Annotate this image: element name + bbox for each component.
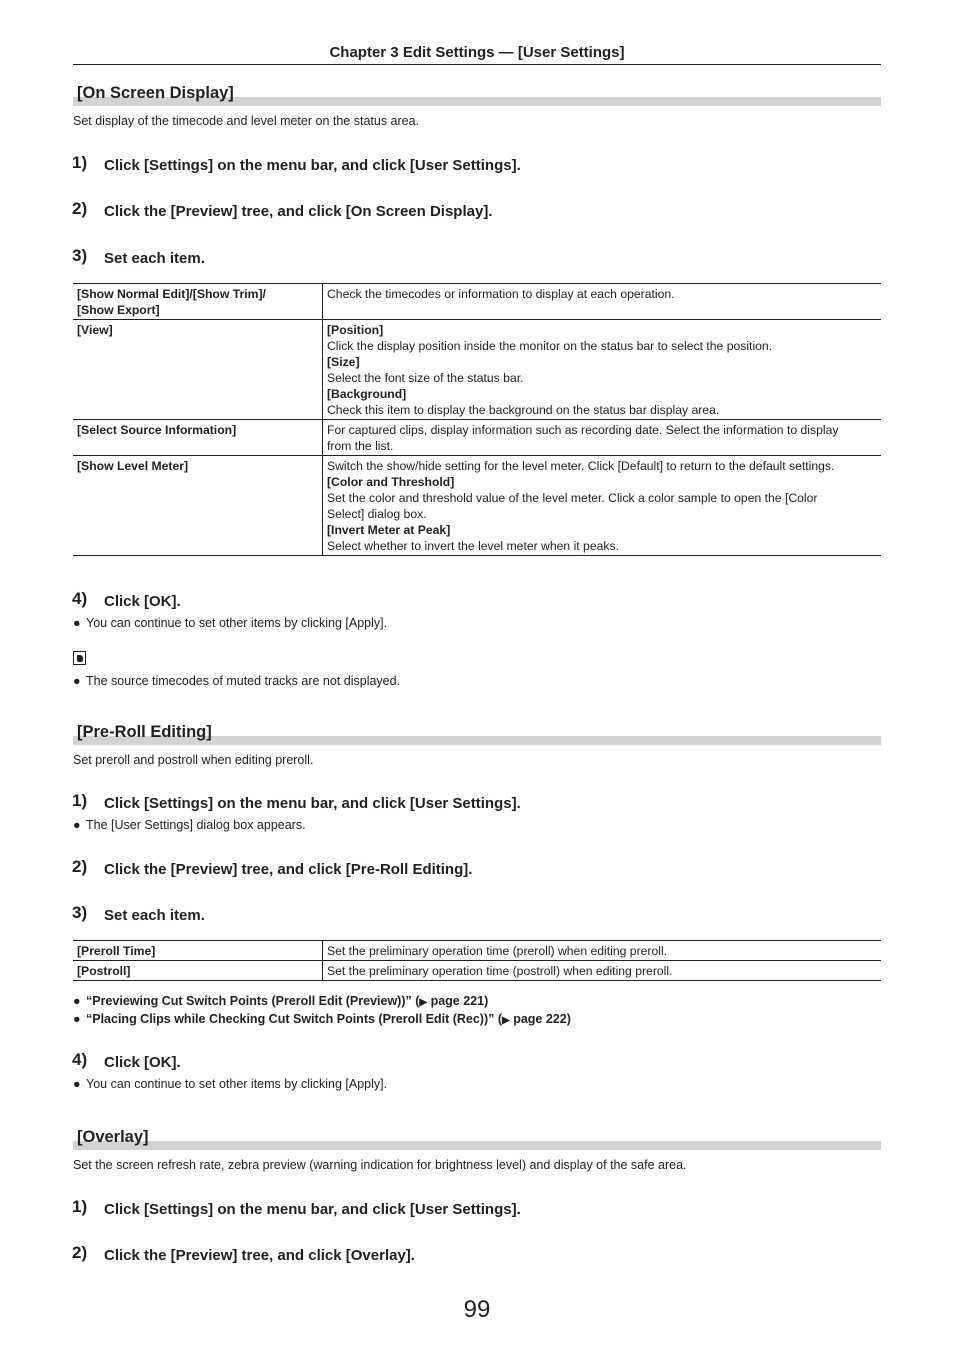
section-title-overlay: [Overlay] xyxy=(77,1128,149,1146)
step-text: Click the [Preview] tree, and click [On Screen Display]. xyxy=(104,203,493,220)
desc-text: Select whether to invert the level meter when it peaks. xyxy=(327,539,619,553)
step-text: Set each item. xyxy=(104,907,205,924)
step-number: 2) xyxy=(72,1243,88,1262)
step-text: Set each item. xyxy=(104,250,205,267)
bullet-text: You can continue to set other items by clicking [Apply]. xyxy=(86,616,388,630)
desc-text: Set the color and threshold value of the level meter. Click a color sample to open the [Color xyxy=(327,491,818,505)
item-label: [Show Level Meter] xyxy=(77,459,189,473)
bullet-icon: ● xyxy=(73,994,81,1008)
item-label: [Show Normal Edit]/[Show Trim]/ xyxy=(77,287,266,301)
item-label: [Show Export] xyxy=(77,303,160,317)
bullet-text: You can continue to set other items by clicking [Apply]. xyxy=(86,1077,388,1091)
note-item xyxy=(73,674,400,688)
bullet-item xyxy=(73,1077,387,1091)
table-cell-item: [Preroll Time] xyxy=(73,941,323,961)
step-number: 2) xyxy=(72,857,88,876)
sub-label: [Size] xyxy=(327,355,360,369)
table-row xyxy=(73,420,881,456)
section-description: Set preroll and postroll when editing preroll. xyxy=(73,753,314,767)
step-number: 3) xyxy=(72,903,88,922)
table-cell-item xyxy=(73,320,323,420)
table-cell-item xyxy=(73,420,323,456)
sub-label: [Position] xyxy=(327,323,384,337)
step-text: Click [Settings] on the menu bar, and click [User Settings]. xyxy=(104,1201,521,1218)
table-row xyxy=(73,941,881,961)
step-text: Click the [Preview] tree, and click [Overlay]. xyxy=(104,1247,415,1264)
item-label: [Select Source Information] xyxy=(77,423,237,437)
reference-text: “Previewing Cut Switch Points (Preroll Edit (Preview))” ( xyxy=(86,994,420,1008)
bullet-icon: ● xyxy=(73,674,81,688)
section-title-on-screen-display: [On Screen Display] xyxy=(77,84,234,102)
bullet-text: The [User Settings] dialog box appears. xyxy=(86,818,306,832)
sub-label: [Background] xyxy=(327,387,407,401)
step-number: 4) xyxy=(72,1050,88,1069)
bullet-item xyxy=(73,818,306,832)
desc-text: Select] dialog box. xyxy=(327,507,427,521)
note-text: The source timecodes of muted tracks are not displayed. xyxy=(86,674,401,688)
settings-table-on-screen-display xyxy=(73,283,881,556)
table-row xyxy=(73,456,881,556)
reference-text: “Placing Clips while Checking Cut Switch Points (Preroll Edit (Rec))” ( xyxy=(86,1012,503,1026)
table-row xyxy=(73,320,881,420)
note-icon xyxy=(73,651,86,665)
step-text: Click [OK]. xyxy=(104,593,181,610)
reference-link[interactable] xyxy=(73,1012,571,1026)
table-cell-desc xyxy=(323,420,882,456)
section-bar xyxy=(73,1141,881,1150)
item-label: [View] xyxy=(77,323,113,337)
table-row xyxy=(73,284,881,320)
bullet-icon: ● xyxy=(73,818,81,832)
desc-text: from the list. xyxy=(327,439,394,453)
page-arrow-icon: ▶ xyxy=(502,1015,510,1026)
step-text: Click [Settings] on the menu bar, and click [User Settings]. xyxy=(104,795,521,812)
desc-text: For captured clips, display information such as recording date. Select the information to display xyxy=(327,423,839,437)
table-cell-item: [Postroll] xyxy=(73,961,323,981)
table-row xyxy=(73,961,881,981)
desc-text: Select the font size of the status bar. xyxy=(327,371,524,385)
step-text: Click the [Preview] tree, and click [Pre-Roll Editing]. xyxy=(104,861,473,878)
table-cell-desc xyxy=(323,320,882,420)
step-text: Click [Settings] on the menu bar, and click [User Settings]. xyxy=(104,157,521,174)
reference-link[interactable] xyxy=(73,994,488,1008)
header-rule xyxy=(73,64,881,65)
step-number: 1) xyxy=(72,791,88,810)
desc-text: Switch the show/hide setting for the level meter. Click [Default] to return to the default settings. xyxy=(327,459,835,473)
page-arrow-icon: ▶ xyxy=(419,997,428,1008)
step-number: 1) xyxy=(72,1197,88,1216)
page-number: 99 xyxy=(463,1296,491,1323)
table-cell-desc: Set the preliminary operation time (preroll) when editing preroll. xyxy=(323,941,882,961)
bullet-icon: ● xyxy=(73,616,81,630)
bullet-item xyxy=(73,616,387,630)
bullet-icon: ● xyxy=(73,1077,81,1091)
sub-label: [Invert Meter at Peak] xyxy=(327,523,451,537)
section-description: Set display of the timecode and level meter on the status area. xyxy=(73,114,420,128)
step-number: 4) xyxy=(72,589,88,608)
table-cell-item xyxy=(73,284,323,320)
settings-table-pre-roll xyxy=(73,940,881,981)
step-number: 2) xyxy=(72,199,88,218)
step-text: Click [OK]. xyxy=(104,1054,181,1071)
bullet-icon: ● xyxy=(73,1012,81,1026)
table-cell-item xyxy=(73,456,323,556)
desc-text: Check the timecodes or information to display at each operation. xyxy=(327,287,675,301)
section-title-pre-roll-editing: [Pre-Roll Editing] xyxy=(77,723,212,741)
reference-page: page 221) xyxy=(427,994,489,1008)
desc-text: Click the display position inside the monitor on the status bar to select the position. xyxy=(327,339,773,353)
section-description: Set the screen refresh rate, zebra preview (warning indication for brightness level) and display of the safe area. xyxy=(73,1158,687,1172)
reference-page: page 222) xyxy=(509,1012,571,1026)
sub-label: [Color and Threshold] xyxy=(327,475,455,489)
step-number: 3) xyxy=(72,246,88,265)
table-cell-desc xyxy=(323,456,882,556)
chapter-header: Chapter 3 Edit Settings — [User Settings] xyxy=(329,44,625,61)
table-cell-desc xyxy=(323,284,882,320)
step-number: 1) xyxy=(72,153,88,172)
desc-text: Check this item to display the background on the status bar display area. xyxy=(327,403,720,417)
table-cell-desc: Set the preliminary operation time (postroll) when editing preroll. xyxy=(323,961,882,981)
